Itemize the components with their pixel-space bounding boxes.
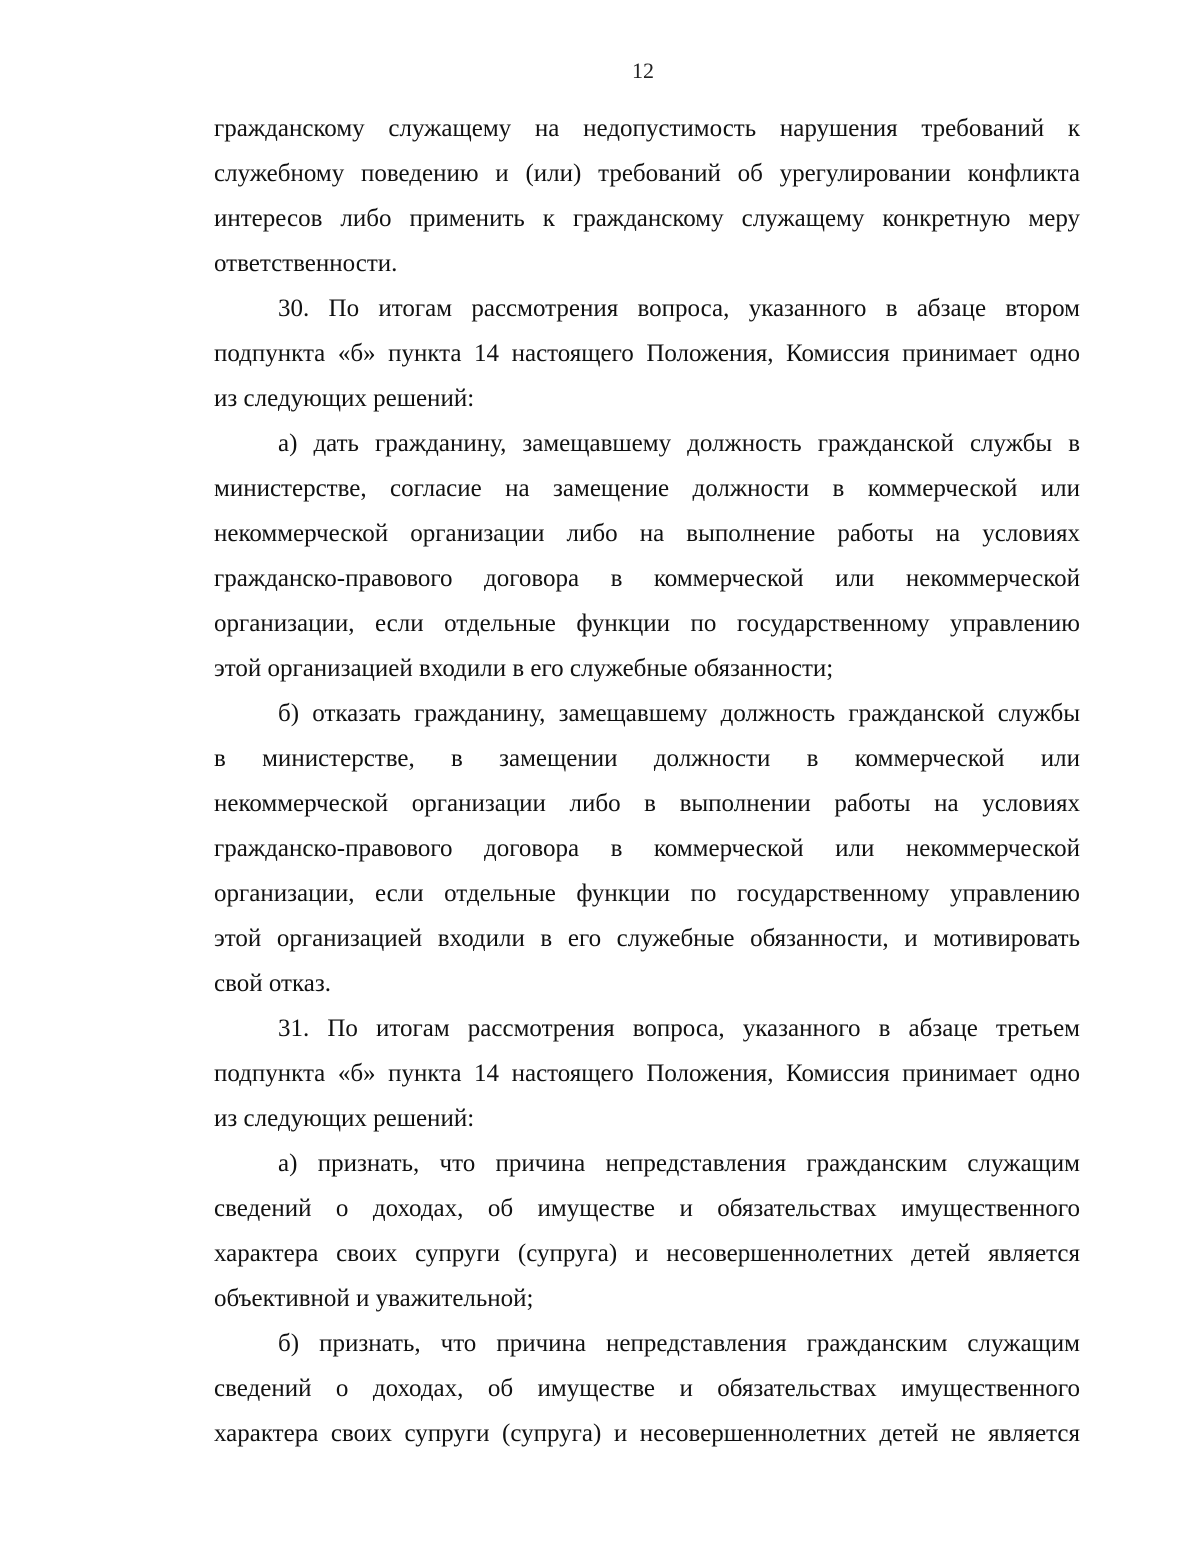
text-line: 30. По итогам рассмотрения вопроса, указанного в абзаце втором xyxy=(278,295,1080,322)
paragraph xyxy=(214,691,1080,1006)
text-line: этой организацией входили в его служебные обязанности, и мотивировать xyxy=(214,925,1080,952)
text-line: министерстве, согласие на замещение должности в коммерческой или xyxy=(214,475,1080,502)
text-line: из следующих решений: xyxy=(214,1105,475,1132)
text-line: организации, если отдельные функции по государственному управлению xyxy=(214,880,1080,907)
page-number: 12 xyxy=(632,58,654,83)
text-line: характера своих супруги (супруга) и несовершеннолетних детей не является xyxy=(214,1420,1080,1447)
text-line: сведений о доходах, об имуществе и обязательствах имущественного xyxy=(214,1375,1080,1402)
text-line: а) дать гражданину, замещавшему должность гражданской службы в xyxy=(278,430,1080,457)
text-line: а) признать, что причина непредставления гражданским служащим xyxy=(278,1150,1080,1177)
paragraph xyxy=(214,1321,1080,1456)
text-line: организации, если отдельные функции по государственному управлению xyxy=(214,610,1080,637)
paragraph xyxy=(214,1006,1080,1141)
text-line: гражданско-правового договора в коммерческой или некоммерческой xyxy=(214,835,1080,862)
text-line: интересов либо применить к гражданскому служащему конкретную меру xyxy=(214,205,1080,232)
text-line: б) отказать гражданину, замещавшему должность гражданской службы xyxy=(278,700,1080,727)
text-line: 31. По итогам рассмотрения вопроса, указанного в абзаце третьем xyxy=(278,1015,1080,1042)
paragraph xyxy=(214,1141,1080,1321)
text-line: б) признать, что причина непредставления гражданским служащим xyxy=(278,1330,1080,1357)
text-line: в министерстве, в замещении должности в коммерческой или xyxy=(214,745,1080,772)
text-line: служебному поведению и (или) требований об урегулировании конфликта xyxy=(214,160,1080,187)
text-line: из следующих решений: xyxy=(214,385,475,412)
text-line: некоммерческой организации либо на выполнение работы на условиях xyxy=(214,520,1080,547)
text-line: некоммерческой организации либо в выполнении работы на условиях xyxy=(214,790,1080,817)
text-line: характера своих супруги (супруга) и несовершеннолетних детей является xyxy=(214,1240,1080,1267)
text-line: ответственности. xyxy=(214,250,398,277)
paragraph xyxy=(214,286,1080,421)
text-line: гражданскому служащему на недопустимость нарушения требований к xyxy=(214,115,1080,142)
text-line: гражданско-правового договора в коммерческой или некоммерческой xyxy=(214,565,1080,592)
text-line: свой отказ. xyxy=(214,970,331,997)
text-line: сведений о доходах, об имуществе и обязательствах имущественного xyxy=(214,1195,1080,1222)
text-line: этой организацией входили в его служебные обязанности; xyxy=(214,655,834,682)
paragraph xyxy=(214,106,1080,286)
paragraph xyxy=(214,421,1080,691)
text-line: подпункта «б» пункта 14 настоящего Положения, Комиссия принимает одно xyxy=(214,1060,1080,1087)
document-body xyxy=(214,106,1080,1456)
text-line: подпункта «б» пункта 14 настоящего Положения, Комиссия принимает одно xyxy=(214,340,1080,367)
text-line: объективной и уважительной; xyxy=(214,1285,534,1312)
